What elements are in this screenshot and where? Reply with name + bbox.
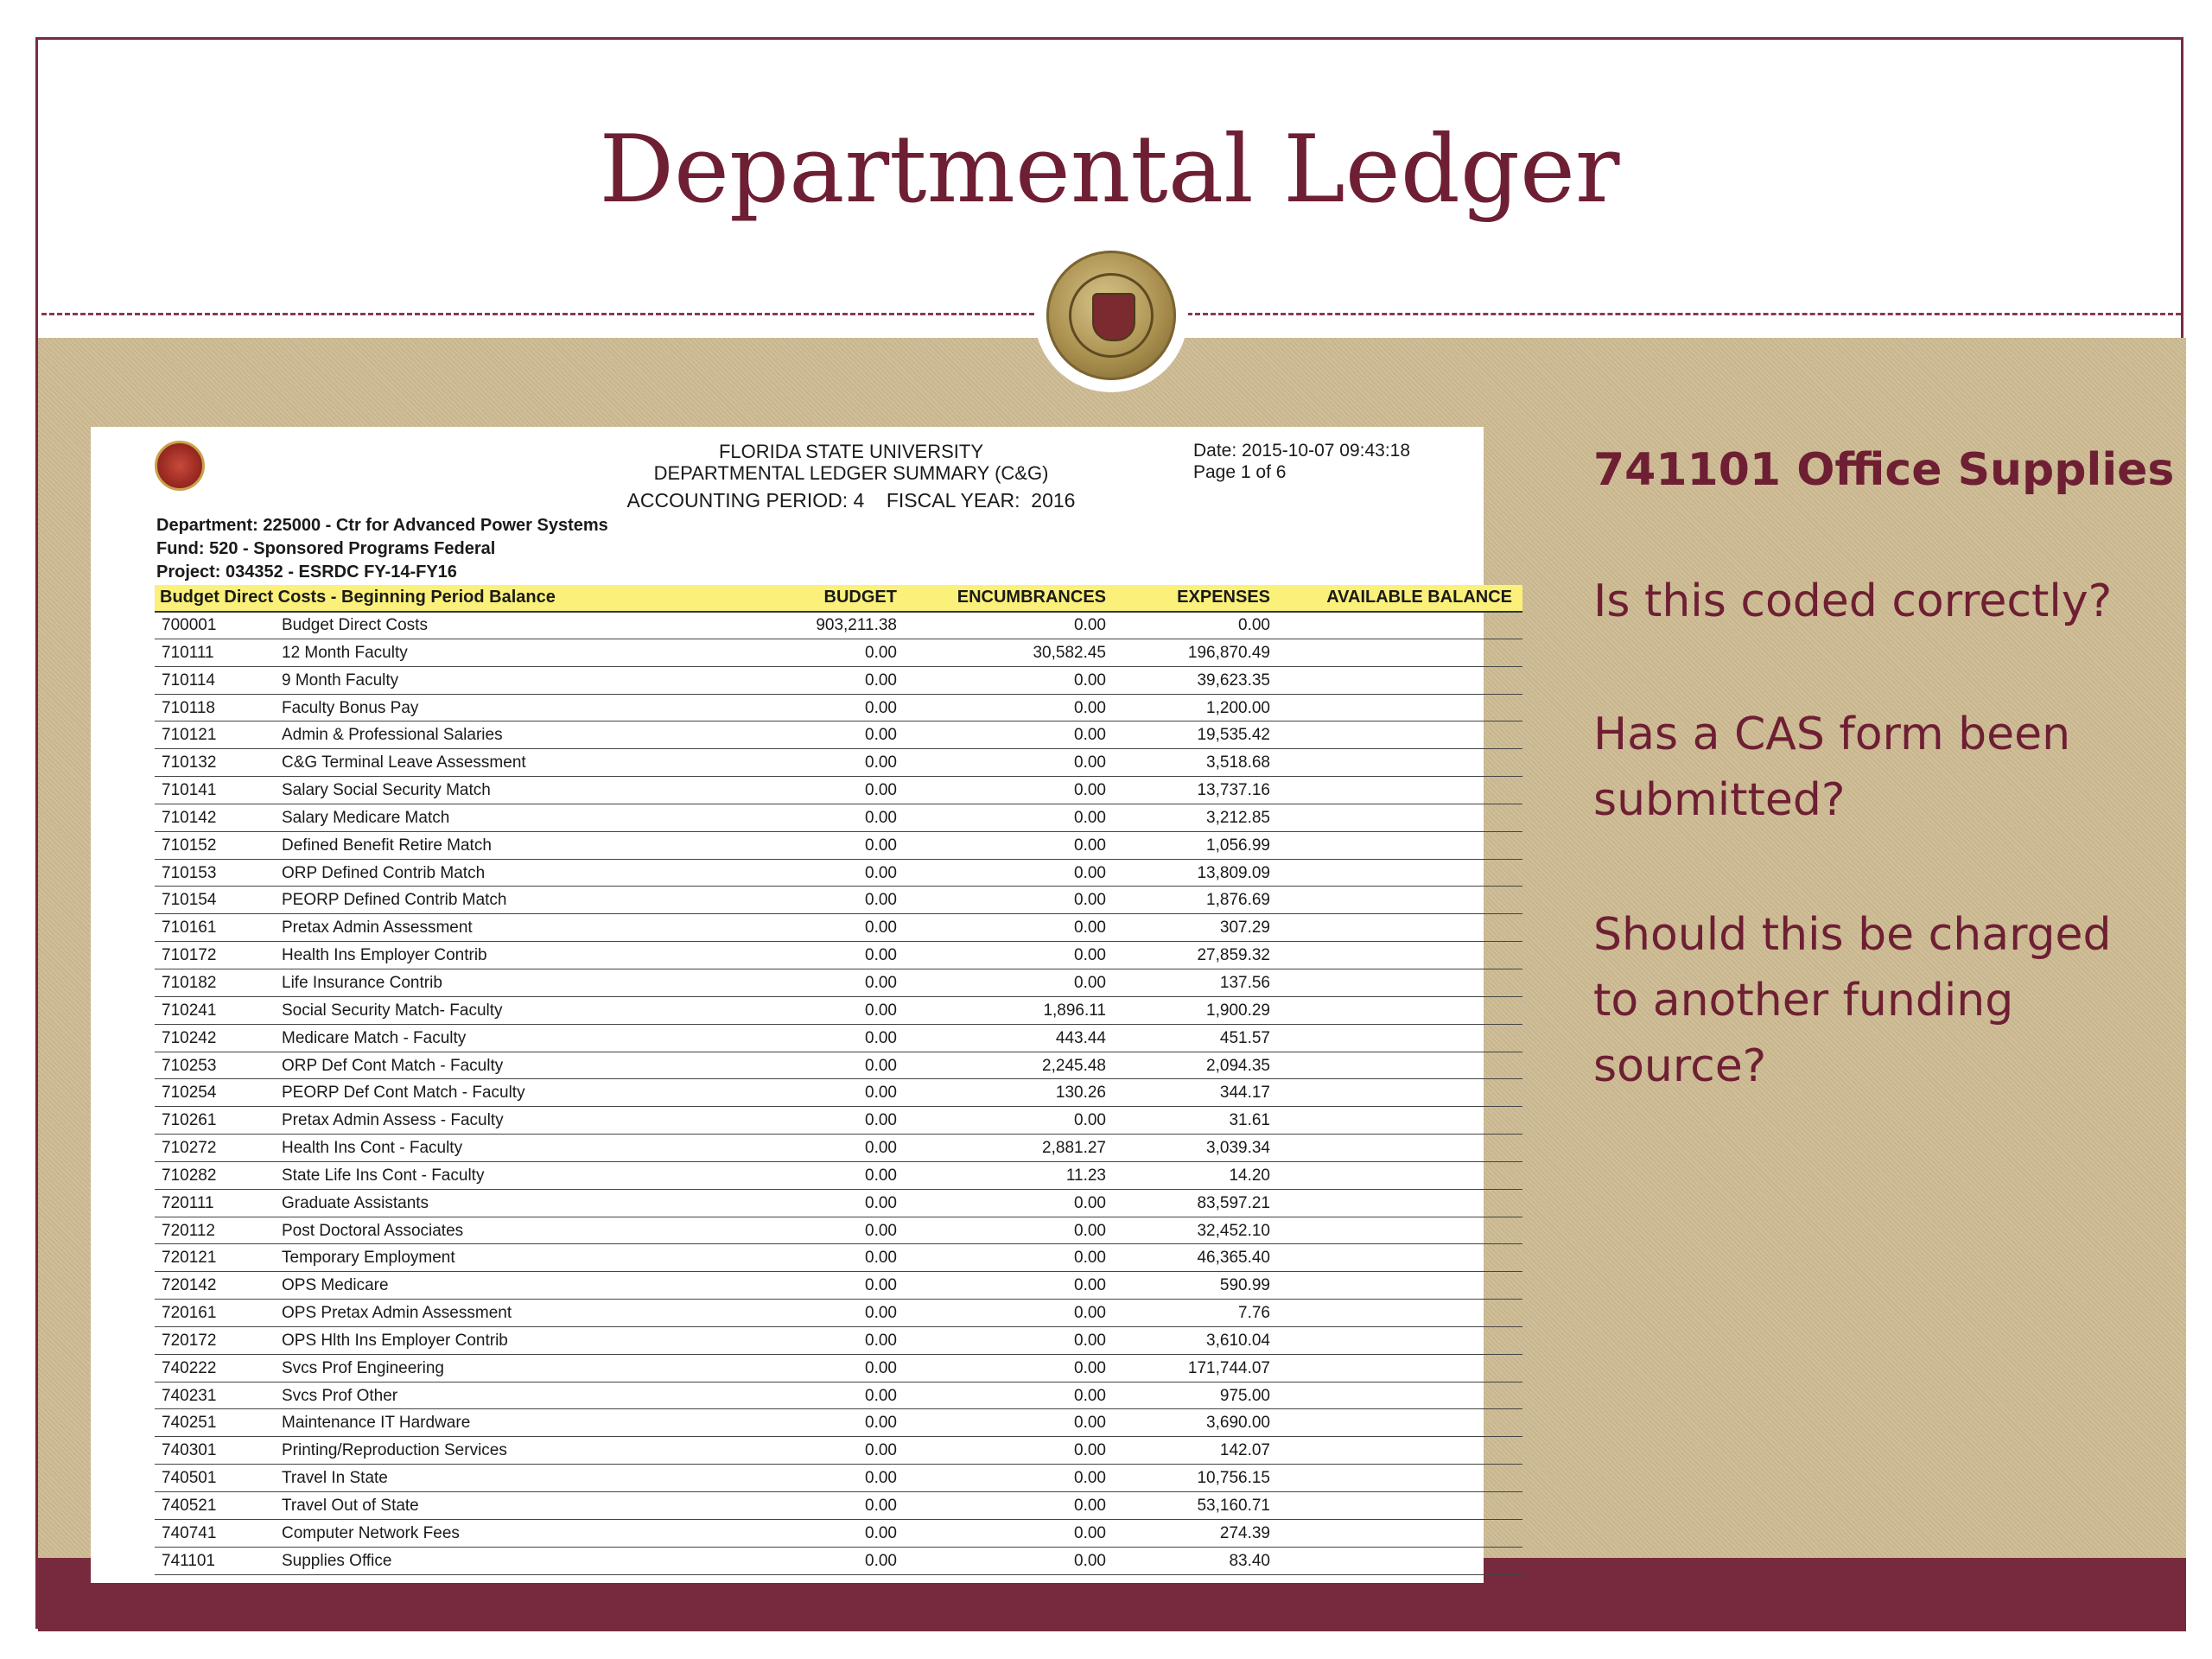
row-description: Svcs Prof Engineering	[282, 1358, 444, 1377]
row-description: Life Insurance Contrib	[282, 973, 442, 992]
row-budget: 0.00	[865, 1304, 897, 1323]
row-encumbrances: 0.00	[1074, 1441, 1106, 1460]
row-description: OPS Hlth Ins Employer Contrib	[282, 1331, 508, 1350]
row-account-code: 710161	[162, 918, 217, 938]
row-description: 9 Month Faculty	[282, 671, 399, 690]
row-account-code: 740501	[162, 1469, 217, 1488]
row-encumbrances: 0.00	[1074, 1386, 1106, 1405]
table-row	[155, 1437, 1522, 1465]
row-account-code: 740222	[162, 1358, 217, 1377]
row-description: 12 Month Faculty	[282, 643, 408, 662]
row-budget: 0.00	[865, 808, 897, 827]
row-description: C&G Terminal Leave Assessment	[282, 753, 526, 772]
row-expenses: 344.17	[1219, 1084, 1270, 1103]
row-budget: 0.00	[865, 973, 897, 992]
row-budget: 0.00	[865, 753, 897, 772]
row-description: Budget Direct Costs	[282, 616, 428, 634]
table-row	[155, 1492, 1522, 1520]
row-expenses: 1,876.69	[1206, 891, 1270, 910]
table-row	[155, 1465, 1522, 1492]
table-row	[155, 749, 1522, 777]
row-expenses: 13,737.16	[1197, 781, 1270, 800]
report-project: Project: 034352 - ESRDC FY-14-FY16	[156, 563, 457, 582]
row-budget: 0.00	[865, 1276, 897, 1295]
question-line: Is this coded correctly?	[1593, 575, 2113, 627]
divider-right	[1187, 313, 2181, 315]
table-row	[155, 612, 1522, 639]
row-account-code: 710111	[162, 643, 214, 662]
row-expenses: 83.40	[1229, 1551, 1270, 1570]
row-expenses: 10,756.15	[1197, 1469, 1270, 1488]
row-expenses: 590.99	[1219, 1276, 1270, 1295]
row-expenses: 975.00	[1219, 1386, 1270, 1405]
row-account-code: 710261	[162, 1111, 217, 1130]
row-description: Faculty Bonus Pay	[282, 698, 419, 717]
row-encumbrances: 0.00	[1074, 946, 1106, 965]
row-account-code: 710254	[162, 1084, 217, 1103]
question-line: Has a CAS form been	[1593, 709, 2071, 760]
table-row	[155, 804, 1522, 832]
table-row	[155, 639, 1522, 667]
row-account-code: 710242	[162, 1028, 217, 1047]
row-description: Graduate Assistants	[282, 1193, 429, 1212]
row-description: Salary Medicare Match	[282, 808, 450, 827]
row-expenses: 1,056.99	[1206, 836, 1270, 855]
row-description: OPS Medicare	[282, 1276, 389, 1295]
table-row	[155, 860, 1522, 887]
row-description: ORP Def Cont Match - Faculty	[282, 1056, 504, 1075]
row-account-code: 710154	[162, 891, 217, 910]
row-encumbrances: 0.00	[1074, 1193, 1106, 1212]
row-account-code: 710121	[162, 726, 217, 745]
row-account-code: 710182	[162, 973, 217, 992]
row-encumbrances: 0.00	[1074, 918, 1106, 938]
row-expenses: 142.07	[1219, 1441, 1270, 1460]
row-expenses: 31.61	[1229, 1111, 1270, 1130]
row-description: Medicare Match - Faculty	[282, 1028, 467, 1047]
row-description: Health Ins Cont - Faculty	[282, 1139, 463, 1158]
row-budget: 0.00	[865, 1469, 897, 1488]
table-row	[155, 942, 1522, 969]
question-line: submitted?	[1593, 774, 1846, 826]
row-description: State Life Ins Cont - Faculty	[282, 1166, 485, 1185]
row-account-code: 710132	[162, 753, 217, 772]
table-row	[155, 1409, 1522, 1437]
table-row	[155, 1162, 1522, 1190]
row-expenses: 451.57	[1219, 1028, 1270, 1047]
row-account-code: 741101	[162, 1551, 215, 1570]
row-encumbrances: 443.44	[1055, 1028, 1106, 1047]
row-expenses: 3,690.00	[1206, 1414, 1270, 1433]
table-row	[155, 1079, 1522, 1107]
row-account-code: 720142	[162, 1276, 217, 1295]
row-description: Pretax Admin Assessment	[282, 918, 473, 938]
row-budget: 0.00	[865, 1331, 897, 1350]
row-description: Post Doctoral Associates	[282, 1221, 464, 1240]
report-fund: Fund: 520 - Sponsored Programs Federal	[156, 539, 496, 558]
row-account-code: 720111	[162, 1193, 214, 1212]
table-row	[155, 969, 1522, 997]
seal-shield-icon	[1092, 293, 1135, 341]
divider-left	[41, 313, 1042, 315]
row-budget: 0.00	[865, 1056, 897, 1075]
row-encumbrances: 0.00	[1074, 1414, 1106, 1433]
table-row	[155, 1382, 1522, 1410]
seal-ring	[1069, 273, 1154, 358]
seal-medallion	[1046, 251, 1176, 380]
row-encumbrances: 0.00	[1074, 671, 1106, 690]
table-row	[155, 1025, 1522, 1052]
table-row	[155, 695, 1522, 722]
report-org: FLORIDA STATE UNIVERSITY	[718, 441, 983, 462]
row-expenses: 53,160.71	[1197, 1497, 1270, 1515]
row-budget: 0.00	[865, 1497, 897, 1515]
row-encumbrances: 0.00	[1074, 1221, 1106, 1240]
report-title: DEPARTMENTAL LEDGER SUMMARY (C&G)	[653, 462, 1049, 484]
header-expenses: EXPENSES	[1177, 588, 1270, 607]
row-expenses: 137.56	[1219, 973, 1270, 992]
table-row	[155, 1135, 1522, 1162]
report-page: Page 1 of 6	[1193, 462, 1287, 482]
row-budget: 0.00	[865, 1139, 897, 1158]
row-account-code: 710142	[162, 808, 217, 827]
row-budget: 0.00	[865, 918, 897, 938]
row-encumbrances: 0.00	[1074, 863, 1106, 882]
row-budget: 0.00	[865, 726, 897, 745]
row-description: Travel In State	[282, 1469, 388, 1488]
row-description: Supplies Office	[282, 1551, 392, 1570]
table-row	[155, 887, 1522, 914]
table-row	[155, 1300, 1522, 1327]
row-account-code: 740301	[162, 1441, 217, 1460]
row-encumbrances: 0.00	[1074, 616, 1106, 634]
row-encumbrances: 0.00	[1074, 1523, 1106, 1542]
table-row	[155, 1548, 1522, 1575]
row-expenses: 14.20	[1229, 1166, 1270, 1185]
table-row	[155, 997, 1522, 1025]
row-description: Salary Social Security Match	[282, 781, 491, 800]
table-row	[155, 1244, 1522, 1272]
table-row	[155, 1327, 1522, 1355]
row-description: PEORP Def Cont Match - Faculty	[282, 1084, 525, 1103]
row-expenses: 274.39	[1219, 1523, 1270, 1542]
row-budget: 0.00	[865, 1028, 897, 1047]
fsu-logo-icon	[155, 441, 205, 491]
row-description: Temporary Employment	[282, 1249, 455, 1268]
row-encumbrances: 0.00	[1074, 726, 1106, 745]
row-description: Printing/Reproduction Services	[282, 1441, 507, 1460]
row-encumbrances: 0.00	[1074, 808, 1106, 827]
row-expenses: 0.00	[1238, 616, 1270, 634]
row-encumbrances: 0.00	[1074, 1304, 1106, 1323]
question-line: source?	[1593, 1040, 1767, 1092]
table-row	[155, 1520, 1522, 1548]
row-account-code: 720172	[162, 1331, 217, 1350]
row-account-code: 720121	[162, 1249, 217, 1268]
row-budget: 0.00	[865, 1193, 897, 1212]
row-account-code: 740251	[162, 1414, 217, 1433]
row-encumbrances: 0.00	[1074, 1276, 1106, 1295]
row-encumbrances: 0.00	[1074, 836, 1106, 855]
row-encumbrances: 1,896.11	[1043, 1001, 1106, 1020]
row-budget: 0.00	[865, 1441, 897, 1460]
university-seal-icon	[1034, 238, 1188, 392]
row-expenses: 196,870.49	[1187, 643, 1270, 662]
row-description: Computer Network Fees	[282, 1523, 460, 1542]
row-budget: 0.00	[865, 1001, 897, 1020]
row-encumbrances: 0.00	[1074, 698, 1106, 717]
row-encumbrances: 30,582.45	[1033, 643, 1106, 662]
row-encumbrances: 0.00	[1074, 973, 1106, 992]
row-expenses: 27,859.32	[1197, 946, 1270, 965]
row-encumbrances: 2,245.48	[1042, 1056, 1106, 1075]
row-expenses: 3,518.68	[1206, 753, 1270, 772]
row-encumbrances: 0.00	[1074, 781, 1106, 800]
ledger-rows	[155, 612, 1522, 1575]
row-account-code: 710118	[162, 698, 215, 717]
row-encumbrances: 0.00	[1074, 1358, 1106, 1377]
table-row	[155, 1272, 1522, 1300]
row-account-code: 710253	[162, 1056, 217, 1075]
ledger-header-row	[155, 585, 1522, 613]
row-account-code: 700001	[162, 616, 217, 634]
row-description: OPS Pretax Admin Assessment	[282, 1304, 512, 1323]
question-3	[1593, 902, 2112, 1099]
table-row	[155, 1190, 1522, 1217]
row-description: PEORP Defined Contrib Match	[282, 891, 507, 910]
report-department: Department: 225000 - Ctr for Advanced Power Systems	[156, 516, 608, 535]
table-row	[155, 1052, 1522, 1080]
row-encumbrances: 0.00	[1074, 891, 1106, 910]
row-budget: 0.00	[865, 1111, 897, 1130]
row-expenses: 171,744.07	[1187, 1358, 1270, 1377]
row-budget: 0.00	[865, 1166, 897, 1185]
row-budget: 0.00	[865, 836, 897, 855]
ledger-document	[91, 427, 1512, 1583]
row-encumbrances: 130.26	[1055, 1084, 1106, 1103]
table-row	[155, 1355, 1522, 1382]
row-budget: 0.00	[865, 863, 897, 882]
row-budget: 0.00	[865, 781, 897, 800]
row-description: Travel Out of State	[282, 1497, 419, 1515]
table-row	[155, 832, 1522, 860]
row-budget: 0.00	[865, 1523, 897, 1542]
row-budget: 0.00	[865, 1358, 897, 1377]
row-account-code: 720112	[162, 1221, 215, 1240]
row-expenses: 32,452.10	[1197, 1221, 1270, 1240]
row-account-code: 710141	[162, 781, 217, 800]
header-available-balance: AVAILABLE BALANCE	[1326, 588, 1512, 607]
row-encumbrances: 0.00	[1074, 1551, 1106, 1570]
row-account-code: 740521	[162, 1497, 217, 1515]
row-description: Pretax Admin Assess - Faculty	[282, 1111, 504, 1130]
row-budget: 0.00	[865, 1551, 897, 1570]
row-account-code: 710152	[162, 836, 217, 855]
report-period: ACCOUNTING PERIOD: 4 FISCAL YEAR: 2016	[626, 489, 1076, 512]
row-account-code: 710114	[162, 671, 215, 690]
row-expenses: 1,200.00	[1206, 698, 1270, 717]
row-budget: 0.00	[865, 1221, 897, 1240]
row-budget: 0.00	[865, 1414, 897, 1433]
row-expenses: 19,535.42	[1197, 726, 1270, 745]
row-encumbrances: 0.00	[1074, 1497, 1106, 1515]
row-description: Svcs Prof Other	[282, 1386, 398, 1405]
row-budget: 0.00	[865, 643, 897, 662]
row-account-code: 710241	[162, 1001, 217, 1020]
row-account-code: 740231	[162, 1386, 217, 1405]
row-description: Defined Benefit Retire Match	[282, 836, 492, 855]
row-description: Admin & Professional Salaries	[282, 726, 503, 745]
row-budget: 903,211.38	[816, 616, 897, 634]
row-account-code: 740741	[162, 1523, 217, 1542]
table-row	[155, 1217, 1522, 1245]
report-date: Date: 2015-10-07 09:43:18	[1193, 441, 1411, 461]
row-account-code: 720161	[162, 1304, 217, 1323]
row-encumbrances: 2,881.27	[1042, 1139, 1106, 1158]
row-account-code: 710272	[162, 1139, 217, 1158]
row-expenses: 83,597.21	[1197, 1193, 1270, 1212]
row-encumbrances: 11.23	[1065, 1166, 1106, 1185]
row-budget: 0.00	[865, 891, 897, 910]
row-expenses: 1,900.29	[1206, 1001, 1270, 1020]
question-1	[1593, 569, 2112, 634]
header-section: Budget Direct Costs - Beginning Period Balance	[160, 588, 556, 607]
row-budget: 0.00	[865, 1249, 897, 1268]
row-account-code: 710153	[162, 863, 217, 882]
row-encumbrances: 0.00	[1074, 1331, 1106, 1350]
table-row	[155, 1107, 1522, 1135]
table-row	[155, 667, 1522, 695]
row-encumbrances: 0.00	[1074, 753, 1106, 772]
row-expenses: 39,623.35	[1197, 671, 1270, 690]
row-account-code: 710172	[162, 946, 217, 965]
row-description: Maintenance IT Hardware	[282, 1414, 471, 1433]
slide-title: Departmental Ledger	[599, 116, 1620, 224]
row-expenses: 2,094.35	[1206, 1056, 1270, 1075]
row-budget: 0.00	[865, 946, 897, 965]
row-budget: 0.00	[865, 698, 897, 717]
row-expenses: 7.76	[1238, 1304, 1270, 1323]
row-expenses: 3,610.04	[1206, 1331, 1270, 1350]
slide	[35, 37, 2183, 1629]
table-row	[155, 721, 1522, 749]
row-encumbrances: 0.00	[1074, 1469, 1106, 1488]
row-expenses: 46,365.40	[1197, 1249, 1270, 1268]
row-expenses: 13,809.09	[1197, 863, 1270, 882]
header-budget: BUDGET	[823, 588, 897, 607]
table-row	[155, 914, 1522, 942]
table-row	[155, 777, 1522, 804]
row-encumbrances: 0.00	[1074, 1111, 1106, 1130]
row-encumbrances: 0.00	[1074, 1249, 1106, 1268]
row-description: Social Security Match- Faculty	[282, 1001, 503, 1020]
row-budget: 0.00	[865, 671, 897, 690]
row-account-code: 710282	[162, 1166, 217, 1185]
row-description: Health Ins Employer Contrib	[282, 946, 487, 965]
row-expenses: 3,039.34	[1206, 1139, 1270, 1158]
question-line: to another funding	[1593, 975, 2014, 1027]
question-2	[1593, 702, 2070, 833]
row-budget: 0.00	[865, 1084, 897, 1103]
row-expenses: 307.29	[1219, 918, 1270, 938]
header-encumbrances: ENCUMBRANCES	[957, 588, 1106, 607]
side-title: 741101 Office Supplies	[1593, 444, 2175, 496]
question-line: Should this be charged	[1593, 909, 2112, 961]
row-description: ORP Defined Contrib Match	[282, 863, 486, 882]
row-budget: 0.00	[865, 1386, 897, 1405]
row-expenses: 3,212.85	[1206, 808, 1270, 827]
